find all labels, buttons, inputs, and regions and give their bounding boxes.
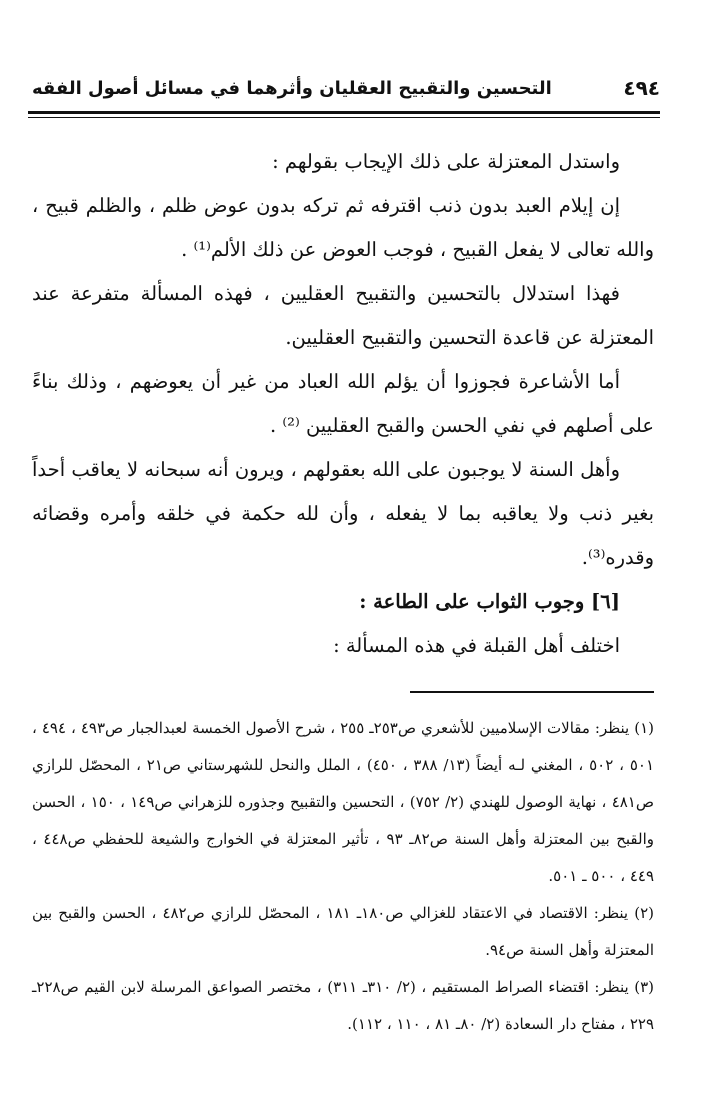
paragraph: واستدل المعتزلة على ذلك الإيجاب بقولهم : bbox=[272, 150, 620, 173]
paragraph: إن إيلام العبد بدون ذنب اقترفه ثم تركه بدون عوض ظلم ، والظلم قبيح ، والله تعالى لا يفعل القبيح ، فوجب العوض عن ذلك الألم⁽¹⁾ . bbox=[32, 194, 654, 261]
main-text bbox=[32, 140, 654, 668]
page-number: ٤٩٤ bbox=[623, 76, 660, 100]
footnotes bbox=[32, 710, 654, 1043]
footnote-separator bbox=[410, 691, 654, 693]
footnote: (٣) ينظر: اقتضاء الصراط المستقيم ، (٢/ ٣١٠ـ ٣١١) ، مختصر الصواعق المرسلة لابن القيم ص٢٢٨ـ ٢٢٩ ، مفتاح دار السعادة (٢/ ٨٠ـ ٨١ ، ١١٠ ، ١١٢). bbox=[32, 978, 654, 1033]
footnote: (١) ينظر: مقالات الإسلاميين للأشعري ص٢٥٣ـ ٢٥٥ ، شرح الأصول الخمسة لعبدالجبار ص٤٩٣ ، ٤٩٤ ، ٥٠١ ، ٥٠٢ ، المغني لـه أيضاً (١٣/ ٣٨٨ ، ٤٥٠) ، الملل والنحل للشهرستاني ص٢١ ، المحصّل للرازي ص٤٨١ ، نهاية الوصول للهندي (٢/ ٧٥٢) ، التحسين والتقبيح وجذوره للزهراني ص١٤٩ ، ١٥٠ ، الحسن والقبح بين المعتزلة وأهل السنة ص٨٢ـ ٩٣ ، تأثير المعتزلة في الخوارج والشيعة للحفظي ص٤٤٨ ، ٤٤٩ ، ٥٠٠ ـ ٥٠١. bbox=[32, 719, 655, 885]
paragraph: فهذا استدلال بالتحسين والتقبيح العقليين ، فهذه المسألة متفرعة عند المعتزلة عن قاعدة التحسين والتقبيح العقليين. bbox=[32, 282, 654, 349]
section-heading: [٦] وجوب الثواب على الطاعة : bbox=[359, 590, 620, 613]
paragraph: وأهل السنة لا يوجبون على الله بعقولهم ، ويرون أنه سبحانه لا يعاقب أحداً بغير ذنب ولا يعاقبه بما لا يفعله ، وأن لله حكمة في خلقه وأمره وقضائه وقدره⁽³⁾. bbox=[32, 458, 654, 569]
running-header bbox=[32, 72, 660, 104]
footnote: (٢) ينظر: الاقتصاد في الاعتقاد للغزالي ص١٨٠ـ ١٨١ ، المحصّل للرازي ص٤٨٢ ، الحسن والقبح بين المعتزلة وأهل السنة ص٩٤. bbox=[32, 904, 654, 959]
paragraph: اختلف أهل القبلة في هذه المسألة : bbox=[333, 634, 620, 657]
header-rule-thick bbox=[28, 111, 660, 114]
paragraph: أما الأشاعرة فجوزوا أن يؤلم الله العباد من غير أن يعوضهم ، وذلك بناءً على أصلهم في نفي الحسن والقبح العقليين ⁽²⁾ . bbox=[32, 370, 654, 437]
header-rule-thin bbox=[28, 117, 660, 118]
running-title: التحسين والتقبيح العقليان وأثرهما في مسائل أصول الفقه bbox=[32, 77, 552, 99]
